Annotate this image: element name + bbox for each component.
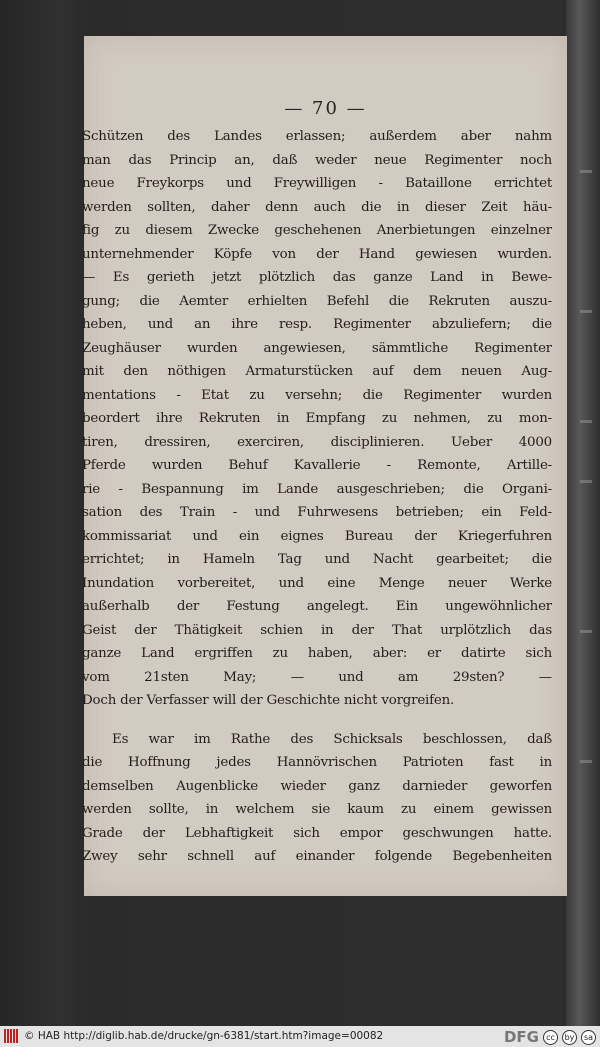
paragraph <box>82 125 552 713</box>
cc-license-icon[interactable]: cc <box>543 1030 558 1045</box>
text-line: außerhalb der Festung angelegt. Ein ungewöhnlicher <box>82 599 552 614</box>
text-line: Zwey sehr schnell auf einander folgende Begebenheiten <box>82 849 552 864</box>
text-line: Doch der Verfasser will der Geschichte nicht vorgreifen. <box>82 693 455 708</box>
credit-link[interactable]: © HAB http://diglib.hab.de/drucke/gn-6381/start.htm?image=00082 <box>24 1030 384 1042</box>
text-line: mentations - Etat zu versehn; die Regimenter wurden <box>82 387 552 403</box>
text-line: fig zu diesem Zwecke geschehenen Anerbietungen einzelner <box>82 223 552 238</box>
text-line: — Es gerieth jetzt plötzlich das ganze Land in Bewe- <box>82 270 552 285</box>
text-line: man das Princip an, daß weder neue Regimenter noch <box>82 152 552 168</box>
sa-license-icon[interactable]: sa <box>581 1030 596 1045</box>
text-line: heben, und an ihre resp. Regimenter abzuliefern; die <box>82 317 552 332</box>
viewer-footer <box>0 1026 600 1047</box>
hab-logo-icon <box>4 1029 18 1043</box>
text-line: Inundation vorbereitet, und eine Menge neuer Werke <box>82 575 552 591</box>
text-line: Geist der Thätigkeit schien in der That urplötzlich das <box>82 622 552 638</box>
text-line: Es war im Rathe des Schicksals beschlossen, daß <box>112 731 552 747</box>
text-line: Zeughäuser wurden angewiesen, sämmtliche Regimenter <box>82 340 552 356</box>
text-line: werden sollten, daher denn auch die in dieser Zeit häu- <box>82 199 552 215</box>
paragraph <box>82 728 552 869</box>
by-license-icon[interactable]: by <box>562 1030 577 1045</box>
text-line: vom 21sten May; — und am 29sten? — <box>82 669 552 685</box>
text-line: demselben Augenblicke wieder ganz darnieder geworfen <box>82 778 552 794</box>
text-line: werden sollte, in welchem sie kaum zu einem gewissen <box>82 802 552 817</box>
footer-logos <box>504 1028 596 1046</box>
text-line: sation des Train - und Fuhrwesens betrieben; ein Feld- <box>82 505 552 520</box>
text-line: neue Freykorps und Freywilligen - Bataillone errichtet <box>82 176 552 191</box>
text-line: Pferde wurden Behuf Kavallerie - Remonte, Artille- <box>82 458 552 473</box>
text-line: unternehmender Köpfe von der Hand gewiesen wurden. <box>82 246 552 262</box>
text-line: kommissariat und ein eignes Bureau der Kriegerfuhren <box>82 528 552 544</box>
text-line: tiren, dressiren, exerciren, disciplinieren. Ueber 4000 <box>82 434 552 450</box>
page-number: — 70 — <box>284 98 367 119</box>
text-line: errichtet; in Hameln Tag und Nacht gearbeitet; die <box>82 552 552 567</box>
text-line: Schützen des Landes erlassen; außerdem aber nahm <box>82 129 552 144</box>
text-line: rie - Bespannung im Lande ausgeschrieben; die Organi- <box>82 481 552 497</box>
text-line: ganze Land ergriffen zu haben, aber: er datirte sich <box>82 646 552 661</box>
text-line: beordert ihre Rekruten in Empfang zu nehmen, zu mon- <box>82 411 552 426</box>
text-line: die Hoffnung jedes Hannövrischen Patrioten fast in <box>82 755 552 770</box>
footer-credit-area <box>4 1029 383 1043</box>
text-line: Grade der Lebhaftigkeit sich empor geschwungen hatte. <box>82 825 552 841</box>
paragraph-gap <box>82 713 552 728</box>
text-line: gung; die Aemter erhielten Befehl die Rekruten auszu- <box>82 293 552 309</box>
text-line: mit den nöthigen Armaturstücken auf dem neuen Aug- <box>82 364 552 379</box>
dfg-logo: DFG <box>503 1028 539 1046</box>
edge-marks <box>572 150 598 850</box>
page-text <box>82 125 552 869</box>
